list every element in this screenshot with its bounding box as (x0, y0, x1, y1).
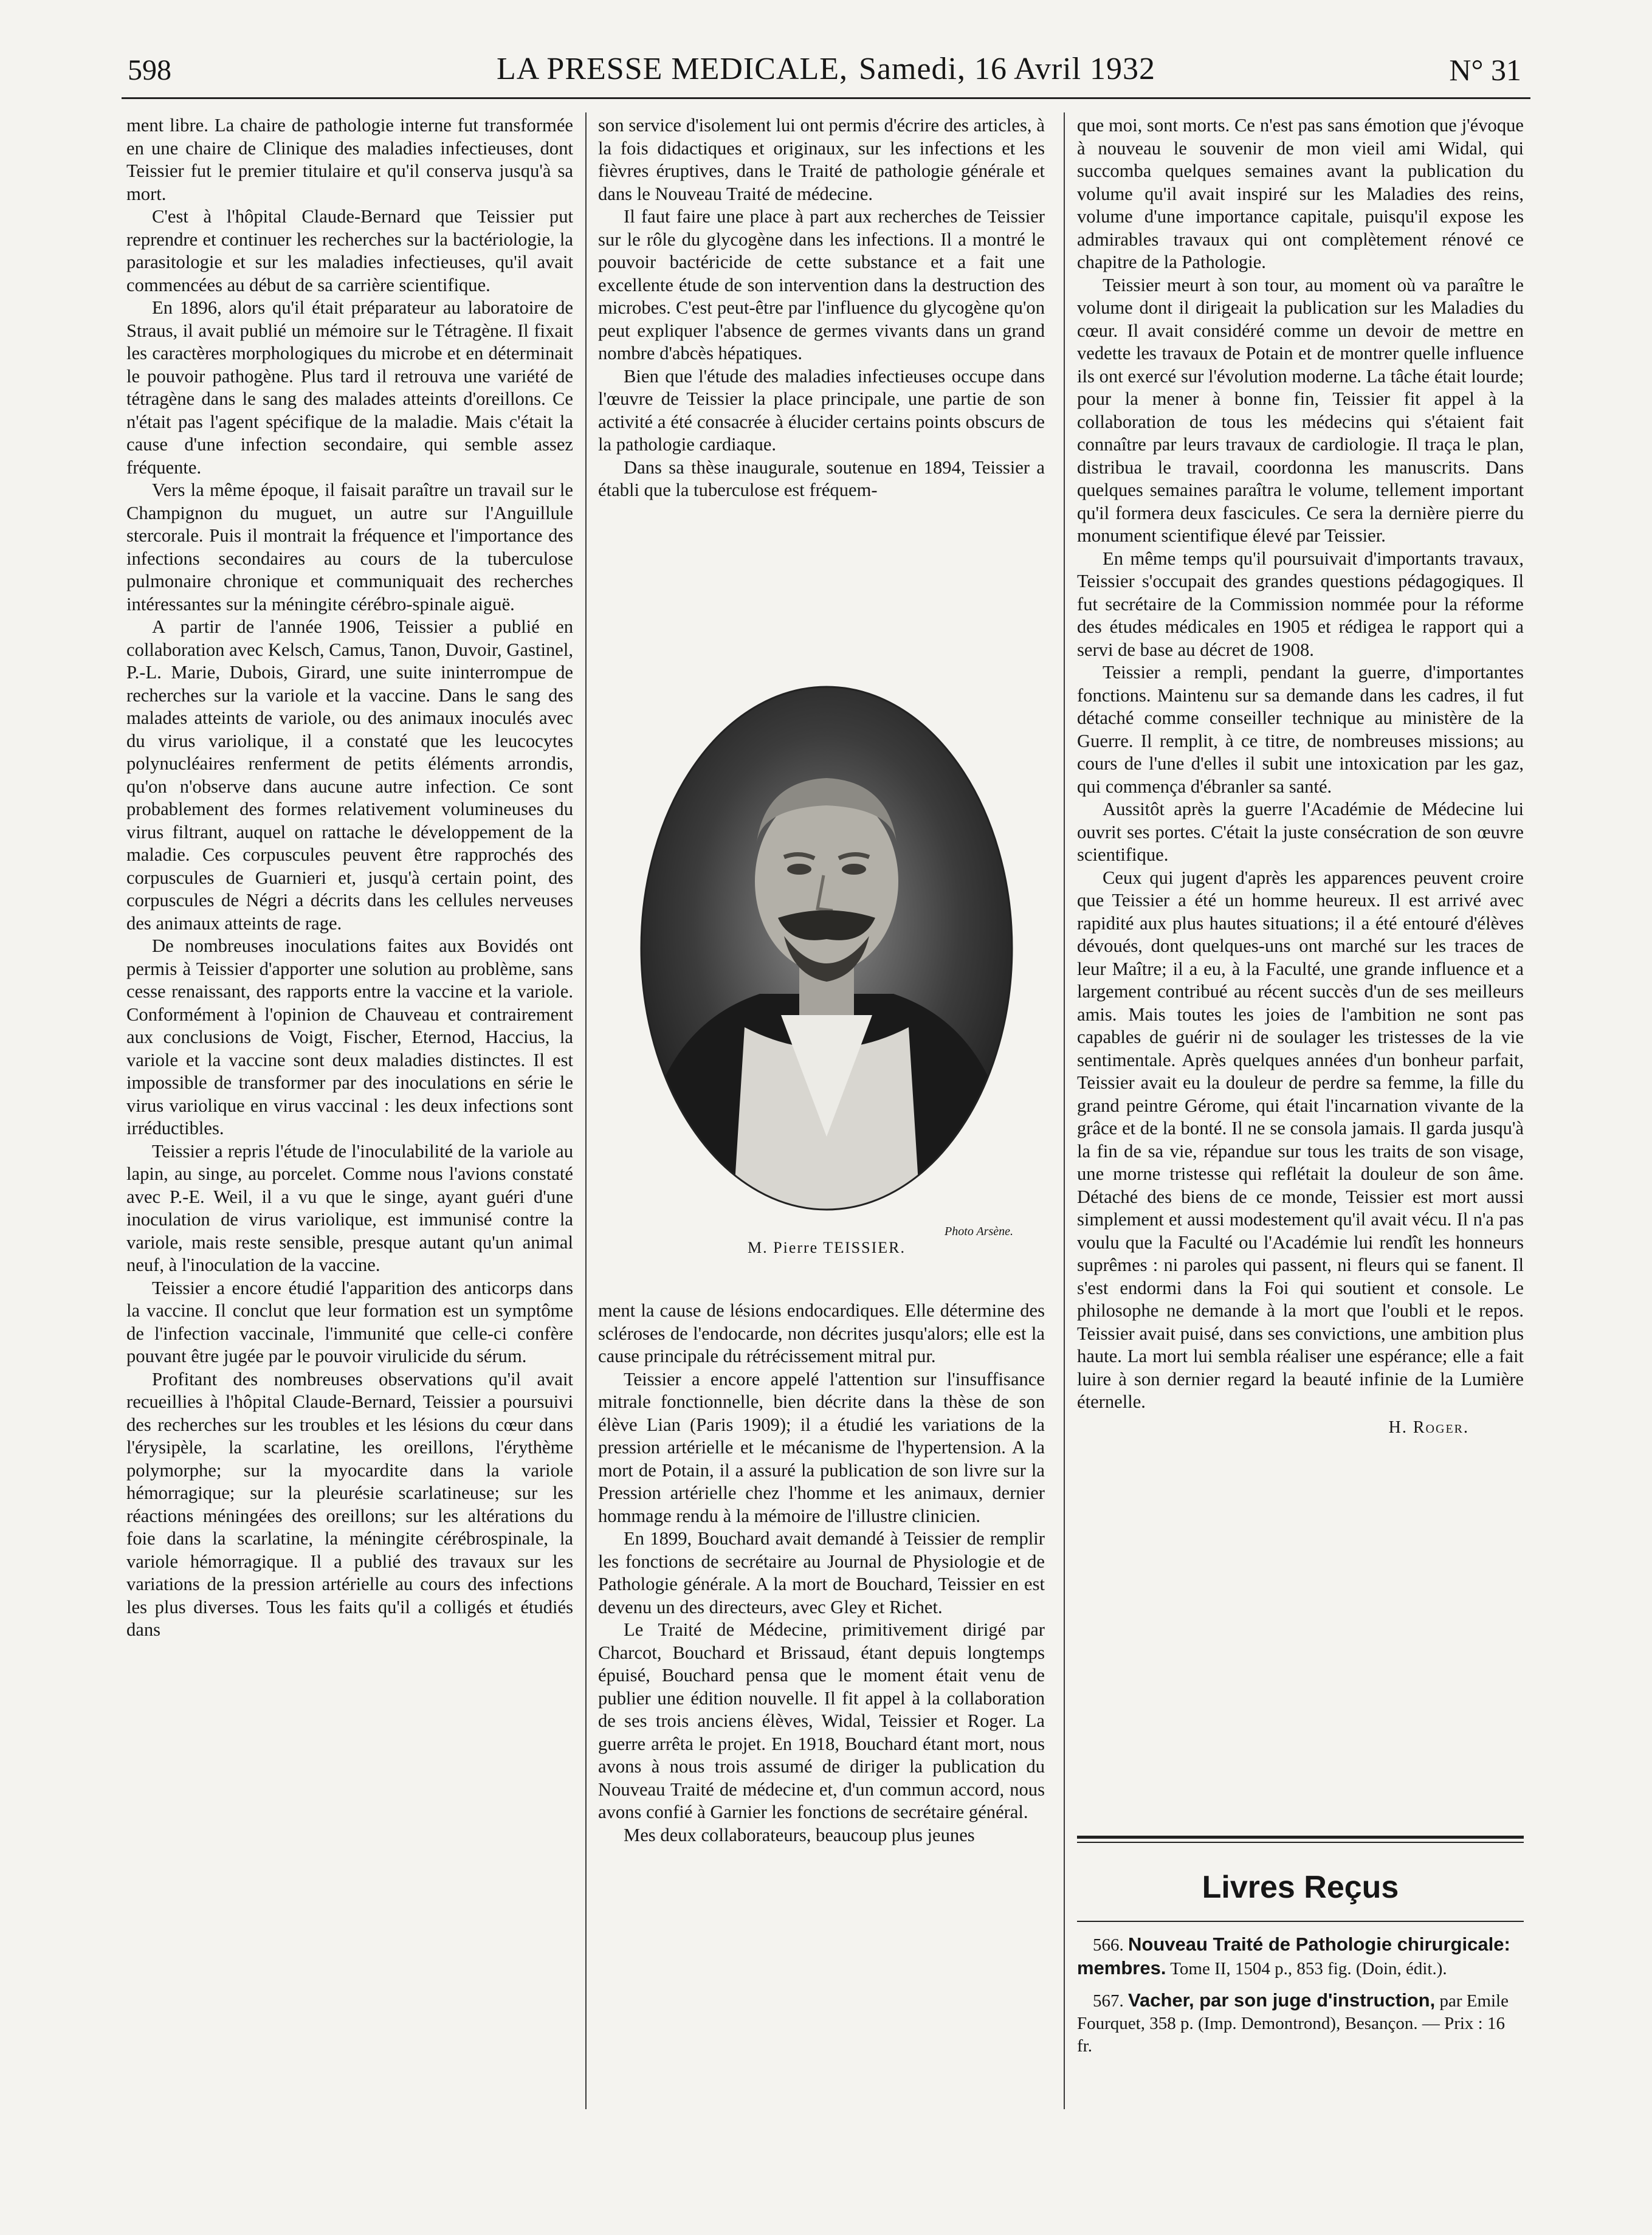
issue-date: Samedi, 16 Avril 1932 (859, 52, 1156, 86)
paragraph: De nombreuses inoculations faites aux Bovidés ont permis à Teissier d'apporter une solution au problème, sans cesse renaissant, des rapports entre la vaccine et la variole. Conformément à l'opinion de Chauveau et contrairement aux conclusions de Voigt, Fischer, Eternod, Haccius, la variole et la vaccine sont deux maladies distinctes. Il est impossible de transformer par des inoculations en série le virus variolique en virus vaccinal : les deux infections sont irréductibles. (126, 935, 573, 1138)
paragraph: Teissier meurt à son tour, au moment où va paraître le volume dont il dirigeait la publication sur les Maladies du cœur. Il avait considéré comme un devoir de mettre en vedette les travaux de Potain et de montrer quelle influence ils ont exercé sur l'évolution moderne. La tâche était lourde; pour la mener à bonne fin, Teissier fit appel à la collaboration de tous les médecins qui s'étaient fait connaître par leurs travaux de cardiologie. Il traça le plan, distribua le travail, coordonna les manuscrits. Dans quelques semaines paraîtra le volume, tellement important qu'il formera deux fascicules. Ce sera la dernière pierre du monument scientifique élevé par Teissier. (1077, 274, 1524, 546)
paragraph: Profitant des nombreuses observations qu'il avait recueillies à l'hôpital Claude-Bernard, Teissier a poursuivi des recherches sur les troubles et les lésions du cœur dans l'érysipèle, la scarlatine, les oreillons, l'érythème polymorphe; sur la myocardite dans la variole hémorragique; sur la pleurésie scarlatineuse; sur les réactions méningées des oreillons; sur les altérations du foie dans la scarlatine, la méningite cérébrospinale, la variole hémorragique. Il a publié des travaux sur les variations de la pression artérielle au cours des infections les plus diverses. Tous les faits qu'il a colligés et étudiés dans (126, 1368, 573, 1640)
list-item (1077, 1933, 1524, 1980)
paragraph: A partir de l'année 1906, Teissier a publié en collaboration avec Kelsch, Camus, Tanon, Duvoir, Gastinel, P.-L. Marie, Dubois, Girard, une suite ininterrompue de recherches sur la variole et la vaccine. Dans le sang des malades atteints de variole, ou des animaux inoculés avec du virus variolique, il a constaté que les leucocytes polynucléaires renferment de petits éléments arrondis, qu'on n'observe dans aucune autre infection. Ce sont probablement des formes relativement volumineuses du virus filtrant, auquel on rattache le développement de la maladie. Ces corpuscules peuvent être rapprochés des corpuscules de Guarnieri et, jusqu'à certain point, des corpuscules de Négri a décrits dans les cellules nerveuses des animaux atteints de rage. (126, 616, 573, 934)
books-received-list (1077, 1933, 1524, 2066)
book-number: 567. (1093, 1991, 1124, 2011)
paragraph: En 1899, Bouchard avait demandé à Teissier de remplir les fonctions de secrétaire au Journal de Physiologie et de Pathologie générale. A la mort de Bouchard, Teissier en est devenu un des directeurs, avec Gley et Richet. (598, 1528, 1045, 1617)
paragraph: Dans sa thèse inaugurale, soutenue en 1894, Teissier a établi que la tuberculose est fréquem- (598, 456, 1045, 500)
books-received-heading: Livres Reçus (1202, 1870, 1399, 1905)
paragraph: Il faut faire une place à part aux recherches de Teissier sur le rôle du glycogène dans les infections. Il a montré le pouvoir bactéricide de cette substance et a fait une excellente étude de son intervention dans la destruction des microbes. C'est peut-être par l'influence du glycogène qu'on peut expliquer l'absence de germes vivants dans un grand nombre d'abcès hépatiques. (598, 206, 1045, 363)
column-middle-top (598, 114, 1045, 502)
book-number: 566. (1093, 1935, 1124, 1955)
column-left (126, 114, 573, 1642)
list-item (1077, 1989, 1524, 2058)
paragraph: Teissier a encore appelé l'attention sur l'insuffisance mitrale fonctionnelle, bien décrite dans la thèse de son élève Lian (Paris 1909); il a étudié les variations de la pression artérielle et le mécanisme de l'hypertension. A la mort de Potain, il a assuré la publication de son livre sur la Pression artérielle chez l'homme et les animaux, dernier hommage rendu à la mémoire de l'illustre clinicien. (598, 1368, 1045, 1526)
paragraph: Teissier a rempli, pendant la guerre, d'importantes fonctions. Maintenu sur sa demande dans les cadres, il fut détaché comme conseiller technique au ministère de la Guerre. Il remplit, à ce titre, de nombreuses missions; au cours de l'une d'elles il subit une intoxication par les gaz, qui commença d'ébranler sa santé. (1077, 662, 1524, 797)
paragraph: que moi, sont morts. Ce n'est pas sans émotion que j'évoque à nouveau le souvenir de mon vieil ami Widal, qui succomba quelques semaines avant la publication du volume qu'il avait inspiré sur les Maladies des reins, volume d'une importance capitale, puisqu'il expose les admirables travaux qui ont complètement rénové ce chapitre de la Pathologie. (1077, 115, 1524, 272)
journal-name: LA PRESSE MEDICALE, (496, 52, 848, 86)
running-title (0, 51, 1652, 87)
column-divider-left (585, 112, 587, 2109)
paragraph: Aussitôt après la guerre l'Académie de Médecine lui ouvrit ses portes. C'était la juste consécration de son œuvre scientifique. (1077, 799, 1524, 865)
paragraph: Teissier a repris l'étude de l'inoculabilité de la variole au lapin, au singe, au porcelet. Comme nous l'avions constaté avec P.-E. Weil, il a vu que le singe, ayant guéri d'une inoculation de virus variolique, est immunisé contre la variole, mais reste sensible, presque autant qu'un animal neuf, à l'inoculation de la vaccine. (126, 1140, 573, 1275)
book-details: par Emile Fourquet, 358 p. (Imp. Demontrond), Besançon. — Prix : 16 fr. (1077, 1991, 1509, 2056)
paragraph: C'est à l'hôpital Claude-Bernard que Teissier put reprendre et continuer les recherches sur la bactériologie, la parasitologie et sur les maladies infectieuses, qu'il avait commencées au début de sa carrière scientifique. (126, 206, 573, 295)
column-divider-right (1064, 112, 1065, 2109)
paragraph: Ceux qui jugent d'après les apparences peuvent croire que Teissier a été un homme heureux. Il est arrivé avec rapidité aux plus hautes situations; il a été entouré d'élèves dévoués, dont quelques-uns ont marché sur les traces de leur Maître; il a eu, à la Faculté, une grande influence et a largement contribué au récent succès d'un de ses meilleurs amis. Mais toutes les joies de l'ambition ne sont pas capables de guérir ni de soulager les tristesses de la vie sentimentale. Après quelques années d'un bonheur parfait, Teissier avait eu la douleur de perdre sa femme, la fille du grand peintre Gérome, qui était l'incarnation vivante de la grâce et de la bonté. Il ne se consola jamais. Il garda jusqu'à la fin de sa vie, répandue sur tous les traits de son visage, une morne tristesse qui reflétait la douleur de son âme. Détaché des biens de ce monde, Teissier est mort aussi simplement et aussi modestement qu'il avait vécu. Il n'a pas voulu que la Faculté ou l'Académie lui rendît les honneurs suprêmes : ni paroles qui passent, ni fleurs qui se fanent. Il s'est endormi dans la Foi qui soutient et console. Le philosophe ne demande à la mort que l'oubli et le repos. Teissier avait puisé, dans ses convictions, une ambition plus haute. La mort lui sembla réaliser une espérance; elle a fait luire à son dernier regard la beauté infinie de la Lumière éternelle. (1077, 867, 1524, 1412)
paragraph: En 1896, alors qu'il était préparateur au laboratoire de Straus, il avait publié un mémoire sur le Tétragène. Il fixait les caractères morphologiques du microbe et en déterminait le pouvoir pathogène. Plus tard il retrouva une variété de tétragène dans le sang des malades atteints d'oreillons. Ce n'était pas l'agent spécifique de la maladie. Mais c'était la cause d'une infection secondaire, qui semble assez fréquente. (126, 297, 573, 478)
paragraph: ment la cause de lésions endocardiques. Elle détermine des scléroses de l'endocarde, non décrites jusqu'alors; elle est la cause principale du rétrécissement mitral pur. (598, 1300, 1045, 1366)
paragraph: son service d'isolement lui ont permis d'écrire des articles, à la fois didactiques et originaux, sur les infections et les fièvres éruptives, dans le Traité de pathologie générale et dans le Nouveau Traité de médecine. (598, 115, 1045, 204)
paragraph: Vers la même époque, il faisait paraître un travail sur le Champignon du muguet, un autre sur l'Anguillule stercorale. Puis il montrait la fréquence et l'importance des infections secondaires au cours de la tuberculose pulmonaire chronique et communiquait des recherches intéressantes sur la méningite cérébro-spinale aiguë. (126, 480, 573, 615)
book-details: Tome II, 1504 p., 853 fig. (Doin, édit.). (1170, 1959, 1447, 1978)
book-title: Vacher, par son juge d'instruction, (1128, 1989, 1436, 2011)
issue-number: N° 31 (1449, 53, 1521, 87)
column-middle-bottom (598, 1300, 1045, 1847)
section-rule-thick (1077, 1836, 1524, 1839)
column-right (1077, 114, 1524, 1439)
photo-credit: Photo Arsène. (945, 1225, 1013, 1238)
book-title: Nouveau Traité de Pathologie chirurgicale: membres. (1077, 1934, 1510, 1978)
paragraph: ment libre. La chaire de pathologie interne fut transformée en une chaire de Clinique des maladies infectieuses, dont Teissier fut le premier titulaire et qu'il conserva jusqu'à sa mort. (126, 115, 573, 204)
portrait-figure (629, 675, 1024, 1255)
page-header (0, 43, 1652, 97)
paragraph: Teissier a encore étudié l'apparition des anticorps dans la vaccine. Il conclut que leur formation est un symptôme de l'infection vaccinale, l'immunité que celle-ci confère pouvant être jugée par le pouvoir virulicide du sérum. (126, 1277, 573, 1366)
paragraph: Le Traité de Médecine, primitivement dirigé par Charcot, Bouchard et Brissaud, étant depuis longtemps épuisé, Bouchard pensa que le moment était venu de publier une édition nouvelle. Il fit appel à la collaboration de ses trois anciens élèves, Widal, Teissier et Roger. La guerre arrêta le projet. En 1918, Bouchard étant mort, nous avons à nous trois assumé de diriger la publication du Nouveau Traité de médecine et, d'un commun accord, nous avons confié à Garnier les fonctions de secrétaire général. (598, 1619, 1045, 1822)
paragraph: Bien que l'étude des maladies infectieuses occupe dans l'œuvre de Teissier la place principale, une partie de son activité a été consacrée à élucider certains points obscurs de la pathologie cardiaque. (598, 365, 1045, 455)
header-rule (122, 97, 1530, 99)
section-rule-thin (1077, 1842, 1524, 1843)
books-rule (1077, 1921, 1524, 1922)
author-signature: H. Roger. (1388, 1417, 1469, 1437)
paragraph: En même temps qu'il poursuivait d'importants travaux, Teissier s'occupait des grandes questions pédagogiques. Il fut secrétaire de la Commission nommée pour la réforme des études médicales en 1905 et rédigea le rapport qui a servi de base au décret de 1908. (1077, 548, 1524, 660)
portrait-caption: M. Pierre TEISSIER. (748, 1239, 906, 1256)
portrait-photo (629, 675, 1024, 1222)
page-number: 598 (128, 54, 171, 86)
paragraph: Mes deux collaborateurs, beaucoup plus jeunes (624, 1824, 975, 1845)
